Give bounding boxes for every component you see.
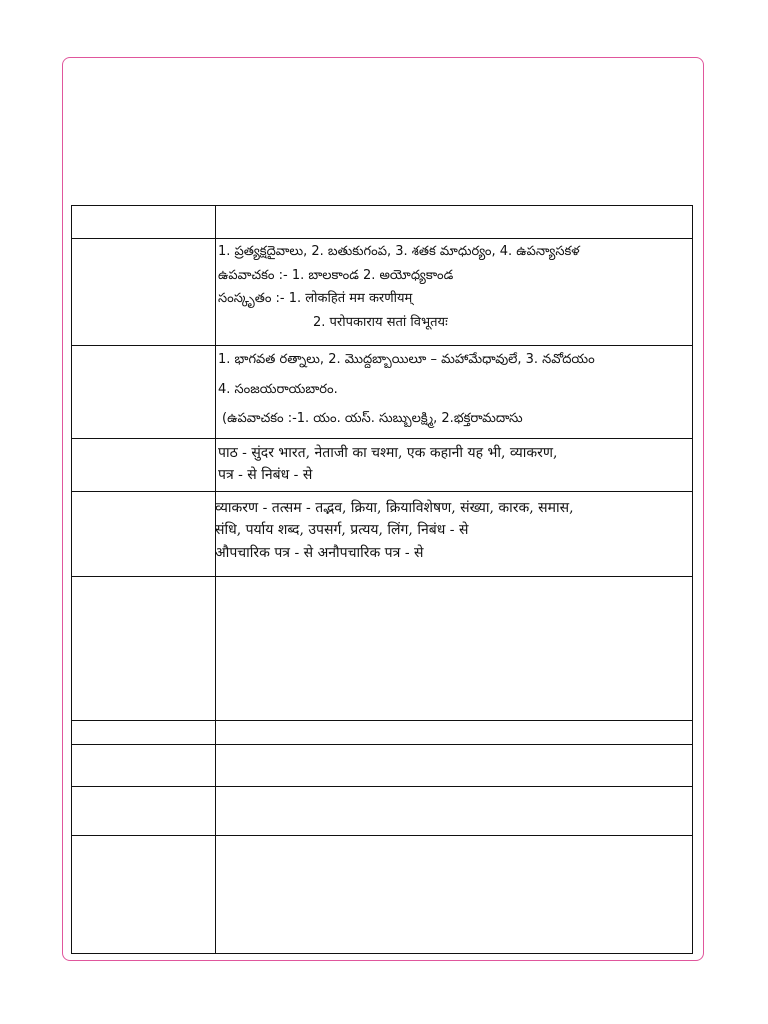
hindi-grammar-cell [215,498,688,563]
telugu-lessons-cell-1 [218,243,688,331]
syllabus-table [71,205,693,954]
telugu-lessons-cell-2 [218,351,688,428]
hindi-lessons-cell [218,443,688,486]
supplementary-reader-line: (ఉపవాచకం :-1. యం. యస్. సుబ్బులక్ష్మి, 2.భక్తరామదాసు [222,411,523,427]
telugu-lessons-line: 1. ప్రత్యక్షదైవాలు, 2. బతుకుగంప, 3. శతక మాధుర్యం, 4. ఉపన్యాసకళ [218,244,580,259]
row-divider [72,438,692,439]
telugu-lessons-line-2: 4. సంజయరాయబారం. [218,381,338,397]
sanskrit-lesson-line-2: 2. परोपकाराय सतां विभूतयः [313,314,448,330]
row-divider [72,345,692,346]
hindi-grammar-line: व्याकरण - तत्सम - तद्भव, क्रिया, क्रियाविशेषण, संख्या, कारक, समास, [215,500,574,516]
sanskrit-lesson-line: సంస్కృతం :- 1. लोकहितं मम करणीयम् [218,291,413,307]
row-divider [72,835,692,836]
hindi-letter-essay-line: पत्र - से निबंध - से [218,467,313,484]
row-divider [72,786,692,787]
row-divider [72,238,692,239]
column-divider [215,206,216,953]
telugu-lessons-line: 1. భాగవత రత్నాలు, 2. మొద్దబ్బాయిలూ – మహామేధావులే, 3. నవోదయం [218,352,595,367]
hindi-letter-line: औपचारिक पत्र - से अनौपचारिक पत्र - से [215,544,424,561]
row-divider [72,744,692,745]
row-divider [72,720,692,721]
supplementary-reader-line: ఉపవాచకం :- 1. బాలకాండ 2. అయోధ్యకాండ [218,267,454,283]
row-divider [72,491,692,492]
row-divider [72,576,692,577]
hindi-grammar-line-2: संधि, पर्याय शब्द, उपसर्ग, प्रत्यय, लिंग, निबंध - से [215,522,469,539]
hindi-lessons-line: पाठ - सुंदर भारत, नेताजी का चश्मा, एक कहानी यह भी, व्याकरण, [218,445,558,461]
